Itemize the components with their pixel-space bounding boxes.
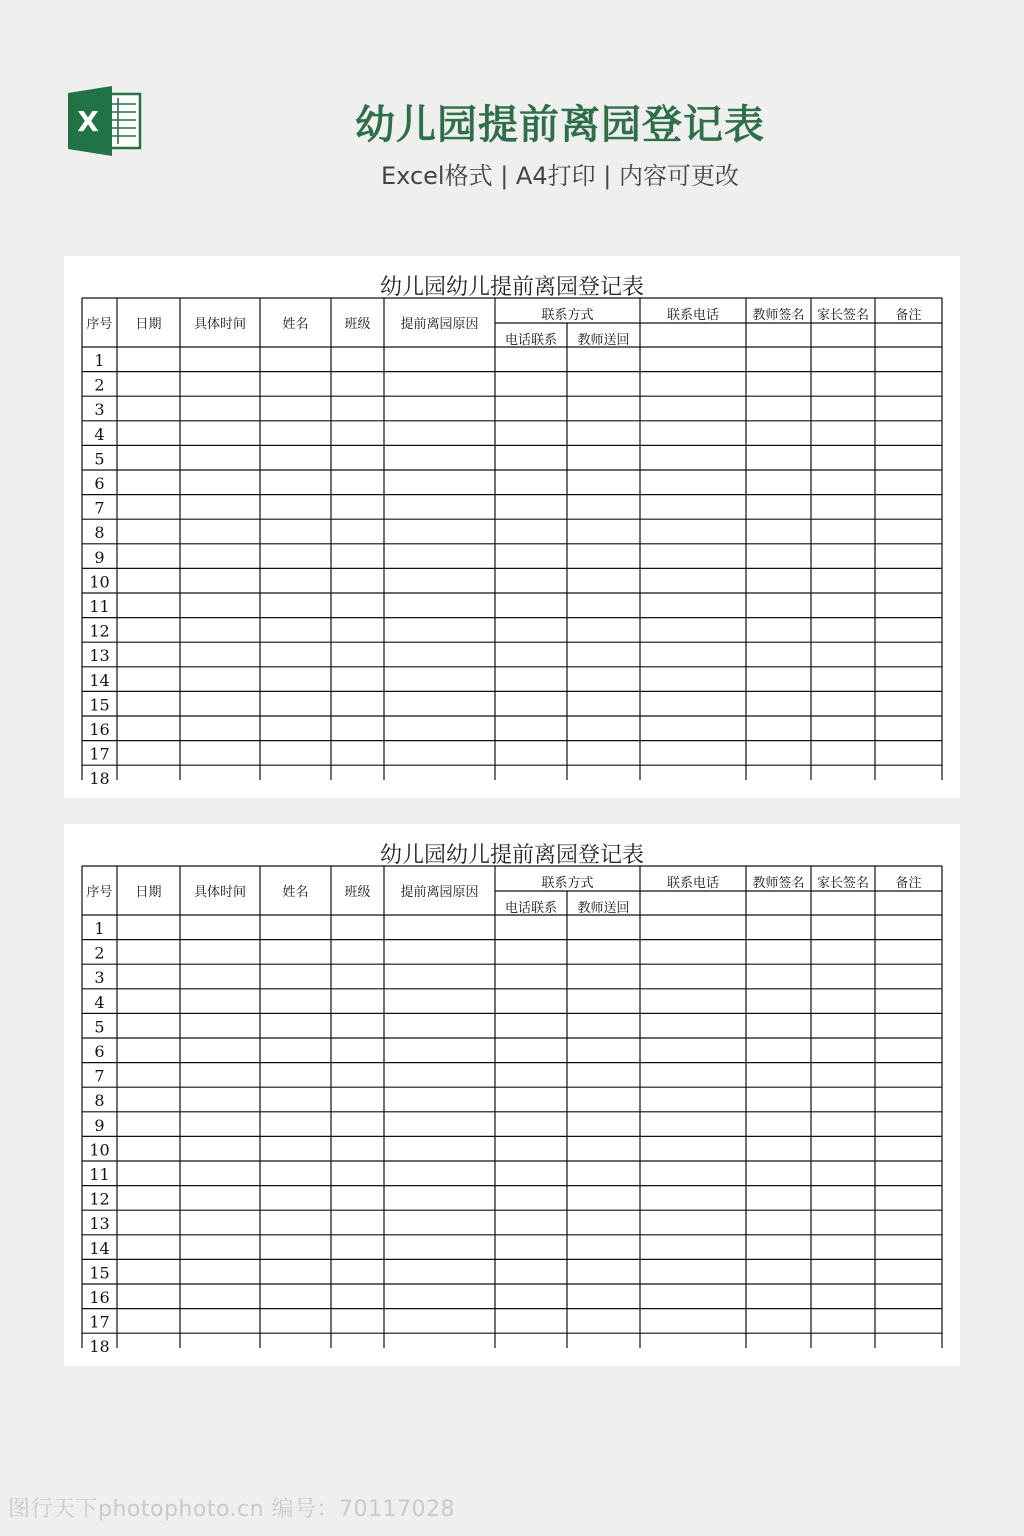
- row-number: 3: [94, 400, 105, 420]
- register-table: [64, 256, 960, 798]
- page-subtitle: Excel格式 | A4打印 | 内容可更改: [381, 162, 739, 190]
- header-class: 班级: [344, 317, 371, 332]
- header-contact-method: 联系方式: [541, 308, 594, 323]
- row-number: 1: [94, 919, 105, 938]
- row-number: 9: [94, 547, 105, 567]
- row-number: 1: [94, 351, 105, 370]
- row-number: 18: [89, 769, 110, 789]
- row-number: 10: [89, 1140, 110, 1160]
- excel-logo-letter: X: [77, 105, 99, 138]
- row-number: 5: [94, 1017, 105, 1037]
- header-name: 姓名: [282, 317, 309, 332]
- row-number: 12: [89, 621, 110, 641]
- row-number: 4: [94, 424, 105, 444]
- row-number: 16: [89, 1288, 110, 1307]
- header-contact-method: 联系方式: [541, 876, 594, 891]
- row-number: 13: [89, 1214, 110, 1234]
- row-number: 16: [89, 720, 110, 739]
- row-number: 14: [89, 1238, 110, 1258]
- page-title: 幼儿园提前离园登记表: [355, 102, 765, 148]
- header-time: 具体时间: [193, 885, 247, 900]
- row-number: 8: [94, 523, 105, 543]
- row-number: 3: [94, 968, 105, 988]
- row-number: 11: [89, 1165, 110, 1184]
- header-phone-contact: 电话联系: [504, 901, 558, 916]
- header-teacher-escort: 教师送回: [577, 333, 630, 348]
- register-table: [64, 824, 960, 1366]
- header-contact-phone: 联系电话: [666, 308, 720, 323]
- row-number: 10: [89, 572, 110, 592]
- header-remark: 备注: [895, 876, 922, 891]
- excel-icon: [68, 86, 142, 156]
- header-date: 日期: [135, 317, 162, 332]
- header-seq: 序号: [86, 885, 113, 900]
- row-number: 15: [89, 1263, 110, 1283]
- header-reason: 提前离园原因: [400, 885, 479, 900]
- row-number: 5: [94, 449, 105, 469]
- row-number: 7: [94, 498, 105, 518]
- header-parent-sign: 家长签名: [816, 876, 870, 891]
- header-class: 班级: [344, 885, 371, 900]
- header-contact-phone: 联系电话: [666, 876, 720, 891]
- watermark: 图行天下photophoto.cn 编号：70117028: [8, 1497, 456, 1522]
- header-teacher-escort: 教师送回: [577, 901, 630, 916]
- header-time: 具体时间: [193, 317, 247, 332]
- row-number: 15: [89, 695, 110, 715]
- header-reason: 提前离园原因: [400, 317, 479, 332]
- row-number: 9: [94, 1115, 105, 1135]
- row-number: 2: [94, 943, 105, 963]
- header-teacher-sign: 教师签名: [752, 308, 805, 323]
- sheet-title: 幼儿园幼儿提前离园登记表: [379, 275, 644, 300]
- header-teacher-sign: 教师签名: [752, 876, 805, 891]
- row-number: 7: [94, 1066, 105, 1086]
- row-number: 14: [89, 670, 110, 690]
- row-number: 13: [89, 646, 110, 666]
- header-parent-sign: 家长签名: [816, 308, 870, 323]
- header-name: 姓名: [282, 885, 309, 900]
- sheet-preview-1: [64, 256, 960, 798]
- sheet-preview-2: [64, 824, 960, 1366]
- row-number: 18: [89, 1337, 110, 1357]
- header-date: 日期: [135, 885, 162, 900]
- row-number: 6: [94, 1042, 105, 1061]
- row-number: 17: [89, 744, 110, 764]
- header-seq: 序号: [86, 317, 113, 332]
- row-number: 17: [89, 1312, 110, 1332]
- row-number: 4: [94, 992, 105, 1012]
- row-number: 8: [94, 1091, 105, 1111]
- header-remark: 备注: [895, 308, 922, 323]
- sheet-title: 幼儿园幼儿提前离园登记表: [379, 843, 644, 868]
- row-number: 11: [89, 597, 110, 616]
- row-number: 6: [94, 474, 105, 493]
- header-phone-contact: 电话联系: [504, 333, 558, 348]
- row-number: 2: [94, 375, 105, 395]
- row-number: 12: [89, 1189, 110, 1209]
